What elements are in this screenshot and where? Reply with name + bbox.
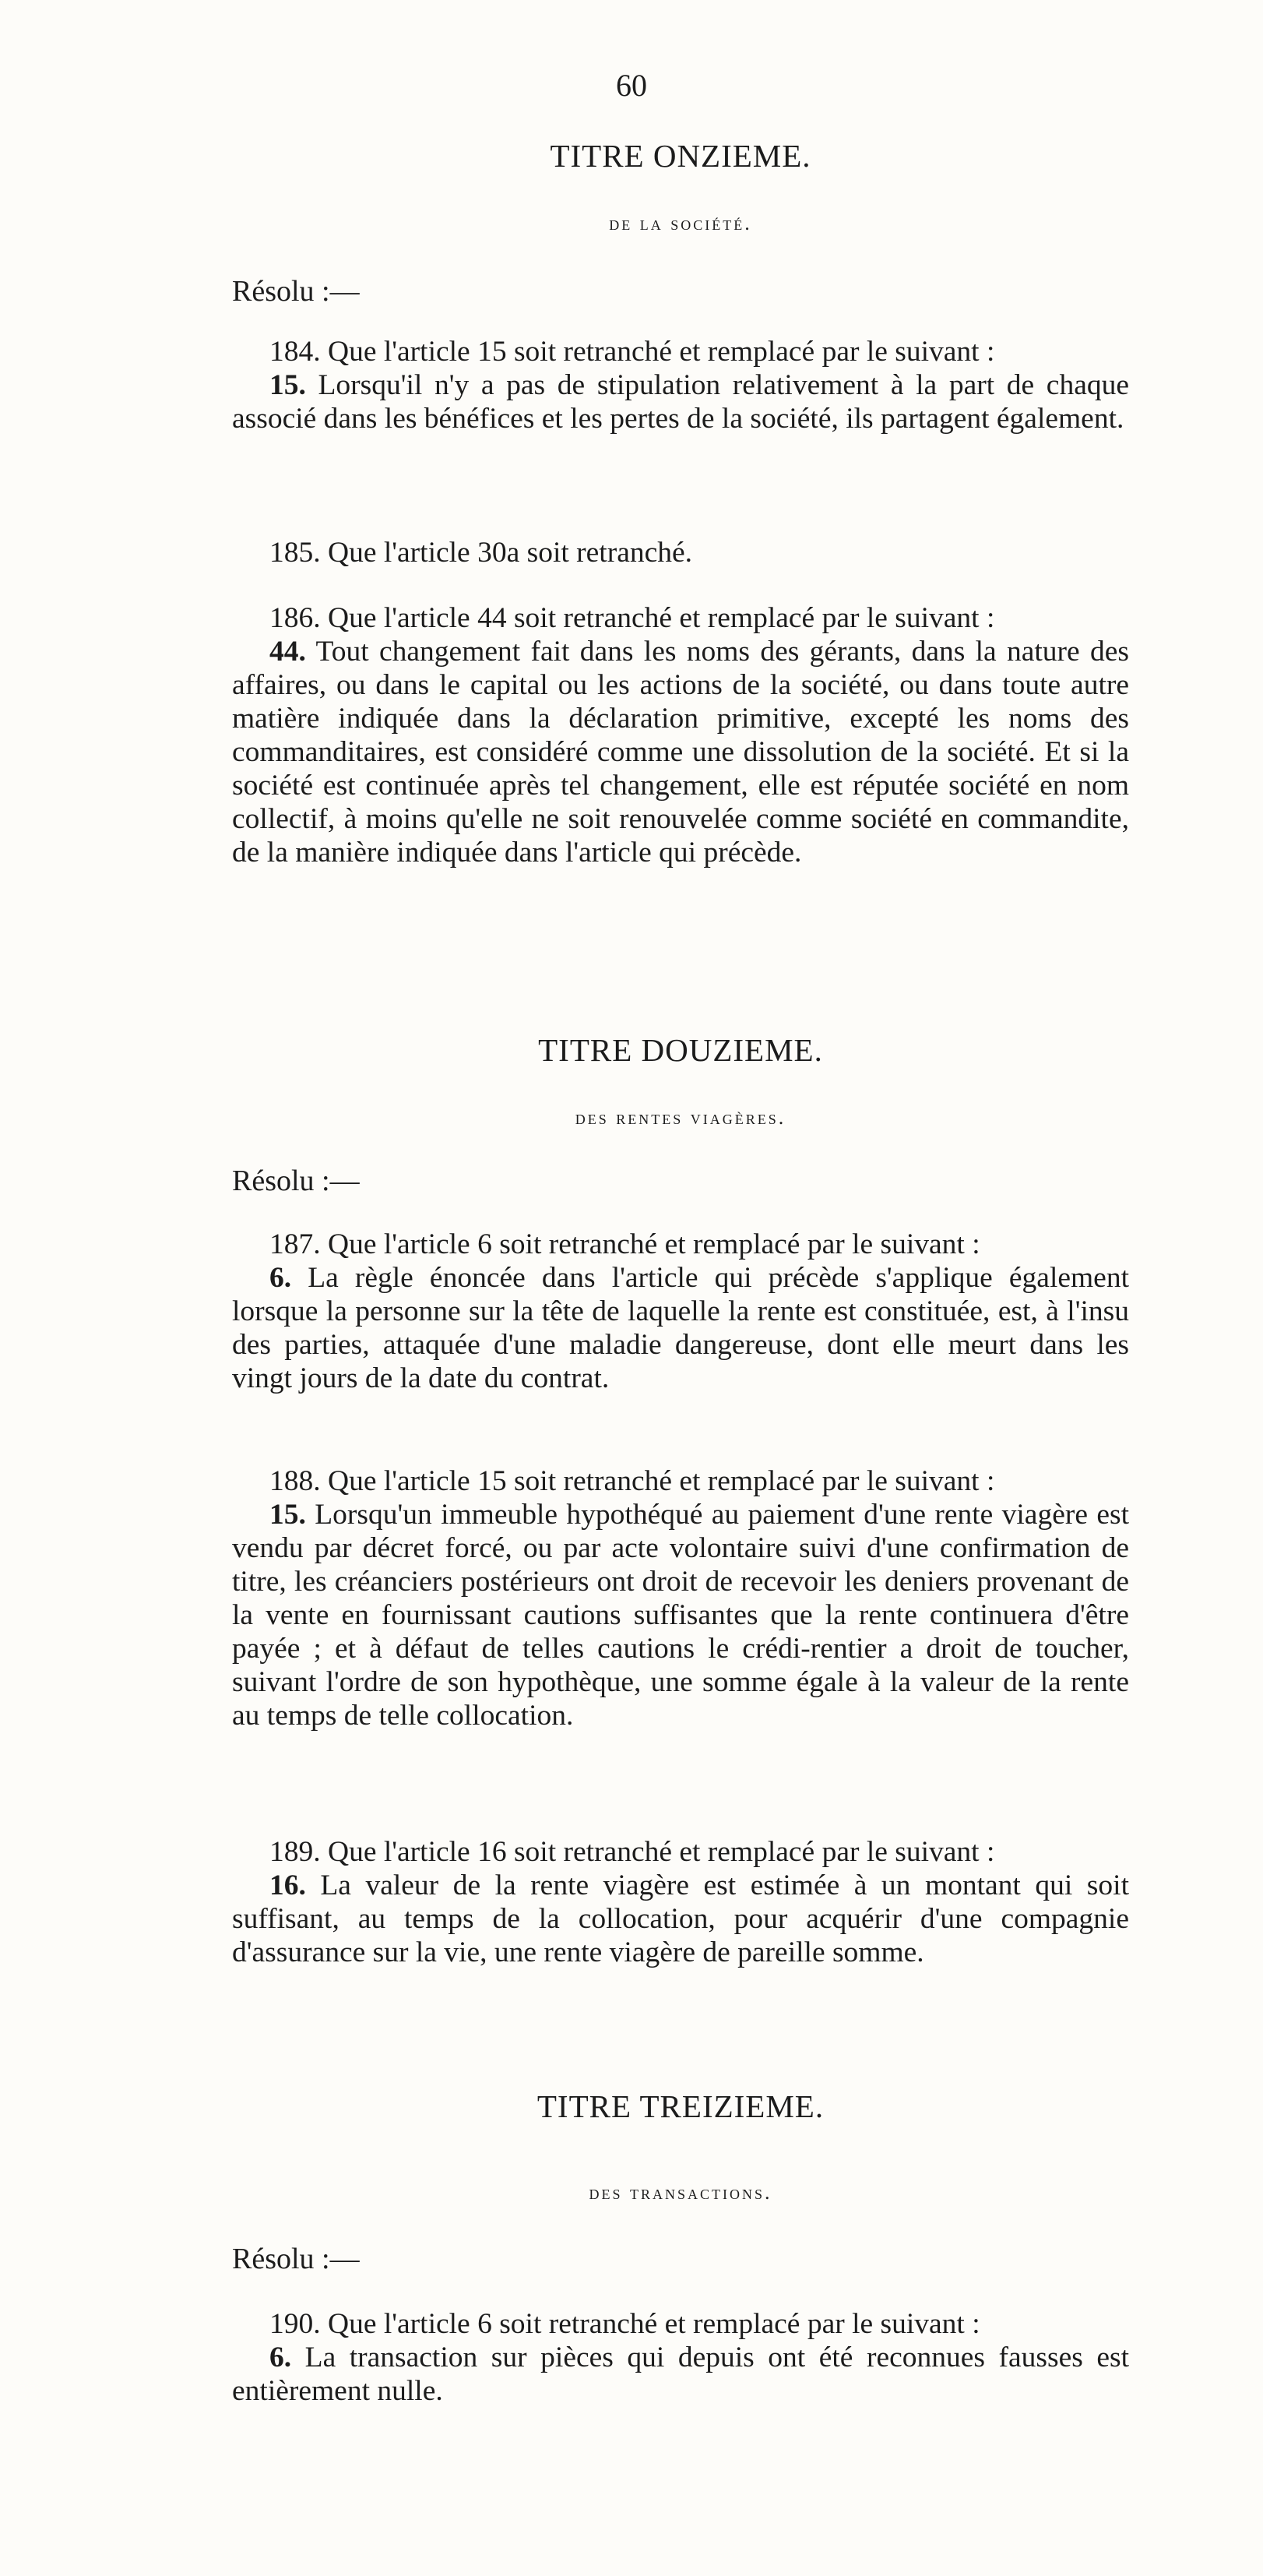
item-intro: 185. Que l'article 30a soit retranché.	[269, 537, 692, 569]
article-body: Lorsqu'il n'y a pas de stipulation relativement à la part de chaque associé dans les bénéfices et les pertes de la société, ils partagent également.	[232, 369, 1129, 435]
article-text	[232, 2341, 1129, 2408]
article-number: 44.	[269, 636, 306, 668]
article-body: Lorsqu'un immeuble hypothéqué au paiement d'une rente viagère est vendu par décret forcé, ou par acte volontaire suivi d'une confirmation de titre, les créanciers postérieurs ont droit de recevoir les deniers provenant de la vente en fournissant cautions suffisantes que la rente continuera d'être payée ; et à défaut de telles cautions le crédi-rentier a droit de toucher, suivant l'ordre de son hypothèque, une somme égale à la valeur de la rente au temps de telle collocation.	[232, 1499, 1129, 1732]
item-intro: 187. Que l'article 6 soit retranché et remplacé par le suivant :	[269, 1228, 980, 1260]
resolu-label: Résolu :—	[232, 2243, 360, 2275]
article-body: Tout changement fait dans les noms des gérants, dans la nature des affaires, ou dans le capital ou les actions de la société, ou dans toute autre matière indiquée dans la déclaration primitive, excepté les noms des commanditaires, est considéré comme une dissolution de la société. Et si la société est continuée après tel changement, elle est réputée société en nom collectif, à moins qu'elle ne soit renouvelée comme société en commandite, de la manière indiquée dans l'article qui précède.	[232, 636, 1129, 869]
item-intro: 188. Que l'article 15 soit retranché et remplacé par le suivant :	[269, 1465, 995, 1497]
item-187	[232, 1228, 1129, 1395]
article-text	[232, 1498, 1129, 1732]
item-188	[232, 1464, 1129, 1732]
item-intro: 190. Que l'article 6 soit retranché et remplacé par le suivant :	[269, 2308, 980, 2340]
article-text	[232, 368, 1129, 435]
article-number: 15.	[269, 369, 306, 401]
article-body: La transaction sur pièces qui depuis ont été reconnues fausses est entièrement nulle.	[232, 2342, 1129, 2407]
section-subtitle: de la société.	[609, 212, 752, 234]
article-number: 15.	[269, 1499, 306, 1531]
item-185	[232, 536, 1129, 569]
article-body: La règle énoncée dans l'article qui précède s'applique également lorsque la personne sur la tête de laquelle la rente est constituée, est, à l'insu des parties, attaquée d'une maladie dangereuse, dont elle meurt dans les vingt jours de la date du contrat.	[232, 1262, 1129, 1394]
item-186	[232, 601, 1129, 869]
section-subtitle: des rentes viagères.	[575, 1106, 786, 1129]
resolu-label: Résolu :—	[232, 1165, 360, 1197]
item-intro: 186. Que l'article 44 soit retranché et remplacé par le suivant :	[269, 602, 995, 634]
article-text	[232, 1261, 1129, 1395]
article-body: La valeur de la rente viagère est estimée à un montant qui soit suffisant, au temps de la collocation, pour acquérir d'une compagnie d'assurance sur la vie, une rente viagère de pareille somme.	[232, 1869, 1129, 1968]
item-189	[232, 1835, 1129, 1969]
article-text	[232, 1869, 1129, 1969]
article-number: 6.	[269, 2342, 292, 2373]
item-184	[232, 335, 1129, 435]
section-subtitle: des transactions.	[589, 2181, 772, 2204]
item-intro: 189. Que l'article 16 soit retranché et remplacé par le suivant :	[269, 1836, 995, 1868]
page-number: 60	[616, 68, 647, 103]
section-title: TITRE DOUZIEME.	[538, 1032, 823, 1068]
article-number: 6.	[269, 1262, 292, 1294]
section-title: TITRE TREIZIEME.	[537, 2088, 825, 2124]
article-number: 16.	[269, 1869, 306, 1901]
article-text	[232, 635, 1129, 869]
section-title: TITRE ONZIEME.	[550, 138, 811, 174]
item-190	[232, 2307, 1129, 2408]
resolu-label: Résolu :—	[232, 275, 360, 308]
item-intro: 184. Que l'article 15 soit retranché et remplacé par le suivant :	[269, 336, 995, 368]
